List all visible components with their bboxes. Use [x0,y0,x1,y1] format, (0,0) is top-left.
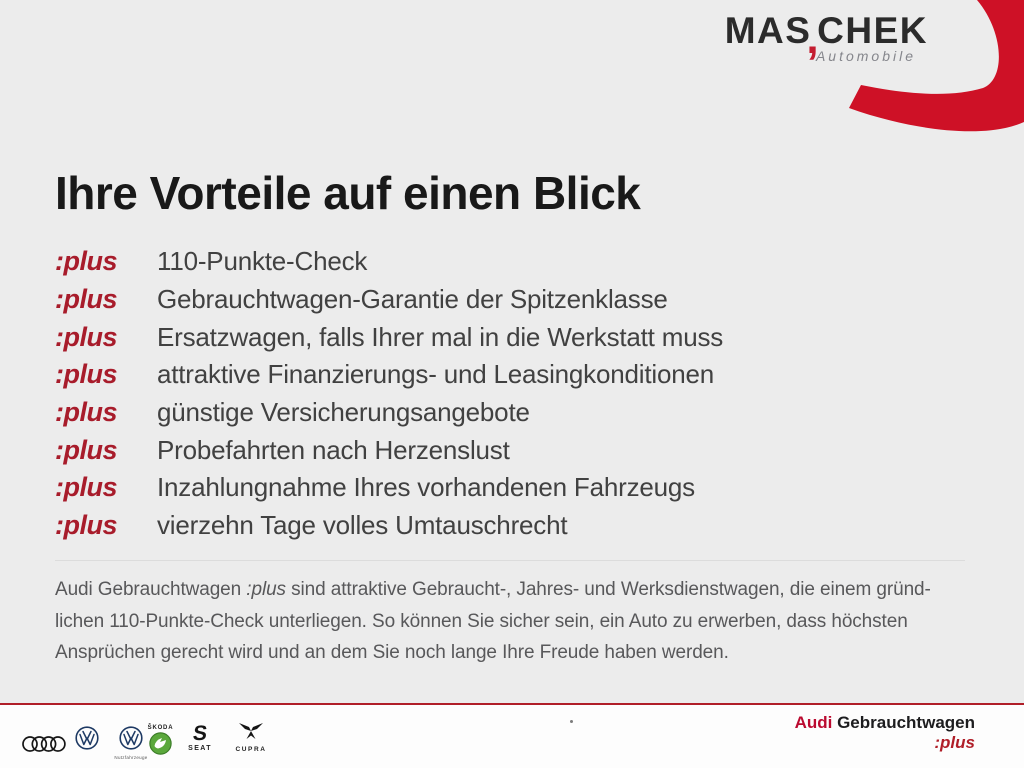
list-item [55,356,723,394]
red-comma-icon: , [806,14,821,63]
benefit-text: attraktive Finanzierungs- und Leasingkonditionen [157,359,714,390]
list-item [55,507,723,545]
benefit-text: Gebrauchtwagen-Garantie der Spitzenklasse [157,284,668,315]
list-item [55,243,723,281]
seat-logo [186,723,214,752]
audi-wordmark: Audi [794,713,833,732]
maschek-logo-part1: MAS [724,10,812,51]
cupra-tribal-icon [237,722,265,741]
vw-nutzfahrzeuge-logo [110,726,152,760]
gebrauchtwagen-word: Gebrauchtwagen [837,713,975,732]
benefit-list [55,243,723,545]
plus-badge: :plus [55,434,117,465]
plus-badge: :plus [55,284,117,315]
plus-wordmark: :plus [934,733,975,752]
stray-dot [570,720,573,723]
vw-nutzfahrzeuge-icon [119,726,143,750]
skoda-label: ŠKODA [147,725,174,731]
list-item [55,469,723,507]
benefit-text: Inzahlungnahme Ihres vorhandenen Fahrzeugs [157,472,695,503]
vw-icon [75,726,99,750]
cupra-label: CUPRA [235,746,267,753]
list-item [55,281,723,319]
plus-badge: :plus [55,321,117,352]
benefit-text: 110-Punkte-Check [157,246,368,277]
benefit-text: Ersatzwagen, falls Ihrer mal in die Werkstatt muss [157,321,724,352]
brand-line [795,713,975,733]
seat-label: SEAT [188,745,212,752]
skoda-wing-icon [149,732,172,755]
vw-nutzfahrzeuge-label: Nutzfahrzeuge [114,755,148,760]
list-item [55,394,723,432]
plus-badge: :plus [55,510,117,541]
fineprint-line: lichen 110-Punkte-Check unterliegen. So können Sie sicher sein, ein Auto zu erwerben, dass höchsten [55,610,908,632]
list-item [55,431,723,469]
plus-badge: :plus [55,397,117,428]
maschek-logo-subtitle: Automobile [815,48,916,64]
audi-rings-icon [22,734,66,754]
plus-badge: :plus [55,472,117,503]
seat-s-icon: S [191,722,209,745]
cupra-logo [228,722,274,753]
benefit-text: vierzehn Tage volles Umtauschrecht [157,510,568,541]
plus-badge: :plus [55,246,117,277]
divider-line [55,560,965,561]
plus-badge: :plus [55,359,117,390]
audi-gebrauchtwagen-plus-brand [795,713,975,753]
fineprint-paragraph [55,574,960,669]
benefit-text: Probefahrten nach Herzenslust [157,434,510,465]
list-item [55,318,723,356]
fineprint-line: Ansprüchen gerecht wird und an dem Sie noch lange Ihre Freude haben werden. [55,642,729,663]
audi-rings-logo [22,734,66,759]
page-title: Ihre Vorteile auf einen Blick [55,167,641,219]
skoda-logo [147,725,174,760]
maschek-logo-part2: CHEK [817,10,928,51]
fineprint-line: Audi Gebrauchtwagen :plus sind attraktive Gebraucht-, Jahres- und Werksdienstwagen, die einem gründ- [55,579,931,600]
vw-logo [75,726,99,755]
benefit-text: günstige Versicherungsangebote [157,397,530,428]
